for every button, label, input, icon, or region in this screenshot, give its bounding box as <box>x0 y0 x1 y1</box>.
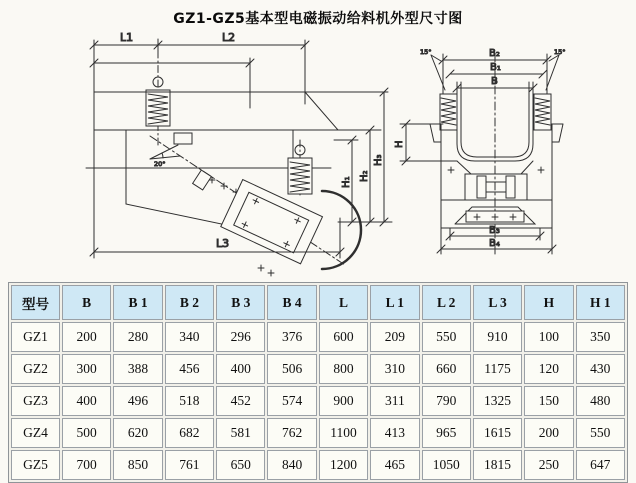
label-angle-left: 15° <box>420 48 432 56</box>
angle-callout-right <box>546 48 566 90</box>
cell: 1325 <box>473 386 522 416</box>
cell: 840 <box>267 450 316 480</box>
cell: 400 <box>62 386 111 416</box>
angle-callout <box>150 145 180 168</box>
cell: 209 <box>370 322 419 352</box>
cell: 465 <box>370 450 419 480</box>
cell-model: GZ5 <box>11 450 60 480</box>
header-b2: B 2 <box>165 285 214 320</box>
cell: 600 <box>319 322 368 352</box>
cell: 550 <box>576 418 625 448</box>
header-h1: H 1 <box>576 285 625 320</box>
cell: 376 <box>267 322 316 352</box>
cell: 310 <box>370 354 419 384</box>
cell-model: GZ2 <box>11 354 60 384</box>
table-row-gz3 <box>11 386 625 416</box>
cell: 200 <box>524 418 573 448</box>
dimension-b3-b4 <box>437 225 556 253</box>
cell-model: GZ3 <box>11 386 60 416</box>
cell: 280 <box>113 322 162 352</box>
spring-left <box>440 94 457 130</box>
table-row-gz5 <box>11 450 625 480</box>
cell: 100 <box>524 322 573 352</box>
label-b4: B₄ <box>489 238 500 249</box>
cell: 311 <box>370 386 419 416</box>
cell: 518 <box>165 386 214 416</box>
cell: 120 <box>524 354 573 384</box>
table-row-gz1 <box>11 322 625 352</box>
header-h: H <box>524 285 573 320</box>
spec-table <box>8 282 628 483</box>
cell: 1615 <box>473 418 522 448</box>
cell: 506 <box>267 354 316 384</box>
dimension-h1-h2-h3 <box>334 88 392 226</box>
label-h2: H₂ <box>359 170 370 182</box>
cell: 388 <box>113 354 162 384</box>
cell: 150 <box>524 386 573 416</box>
cell: 480 <box>576 386 625 416</box>
cell: 581 <box>216 418 265 448</box>
cell: 1815 <box>473 450 522 480</box>
header-b4: B 4 <box>267 285 316 320</box>
label-b3: B₃ <box>489 225 500 236</box>
label-l2: L2 <box>222 31 236 44</box>
cell: 647 <box>576 450 625 480</box>
header-l1: L 1 <box>370 285 419 320</box>
cell: 574 <box>267 386 316 416</box>
label-h3: H₃ <box>373 154 384 166</box>
hanger-spring-front <box>146 51 170 148</box>
label-l1: L1 <box>120 31 134 44</box>
label-angle-right: 15° <box>554 48 566 56</box>
table-row-gz2 <box>11 354 625 384</box>
header-l3: L 3 <box>473 285 522 320</box>
cell: 452 <box>216 386 265 416</box>
cell: 850 <box>113 450 162 480</box>
cell: 550 <box>422 322 471 352</box>
header-b: B <box>62 285 111 320</box>
cell: 700 <box>62 450 111 480</box>
cell: 296 <box>216 322 265 352</box>
cell: 761 <box>165 450 214 480</box>
header-l: L <box>319 285 368 320</box>
cell: 1050 <box>422 450 471 480</box>
cell: 400 <box>216 354 265 384</box>
label-h1: H₁ <box>341 176 352 188</box>
magnet-guard <box>322 191 361 269</box>
cell: 965 <box>422 418 471 448</box>
dimension-diagram <box>0 28 636 280</box>
cell: 1175 <box>473 354 522 384</box>
cell: 350 <box>576 322 625 352</box>
cell: 900 <box>319 386 368 416</box>
table-header-row <box>11 285 625 320</box>
cell-model: GZ1 <box>11 322 60 352</box>
name-plate <box>174 133 192 144</box>
cell: 456 <box>165 354 214 384</box>
cell-model: GZ4 <box>11 418 60 448</box>
label-l3: L3 <box>216 237 230 250</box>
cell: 250 <box>524 450 573 480</box>
table-row-gz4 <box>11 418 625 448</box>
cell: 660 <box>422 354 471 384</box>
page-title: GZ1-GZ5基本型电磁振动给料机外型尺寸图 <box>173 11 463 27</box>
label-b: B <box>491 76 498 87</box>
cell: 430 <box>576 354 625 384</box>
cell: 1200 <box>319 450 368 480</box>
label-b1: B₁ <box>490 62 501 73</box>
cell: 496 <box>113 386 162 416</box>
header-b3: B 3 <box>216 285 265 320</box>
cell: 340 <box>165 322 214 352</box>
cell: 800 <box>319 354 368 384</box>
cell: 1100 <box>319 418 368 448</box>
side-view <box>86 31 392 276</box>
label-angle: 20° <box>154 160 166 168</box>
cell: 413 <box>370 418 419 448</box>
label-b2: B₂ <box>489 48 500 59</box>
hanger-spring-rear <box>288 140 312 196</box>
spring-right <box>534 94 551 130</box>
end-view <box>394 48 566 256</box>
cell: 500 <box>62 418 111 448</box>
header-model: 型号 <box>11 285 60 320</box>
cell: 300 <box>62 354 111 384</box>
cell: 910 <box>473 322 522 352</box>
cell: 620 <box>113 418 162 448</box>
label-h: H <box>394 140 405 148</box>
cell: 682 <box>165 418 214 448</box>
cell: 650 <box>216 450 265 480</box>
angle-callout-left <box>420 48 445 90</box>
header-b1: B 1 <box>113 285 162 320</box>
cell: 790 <box>422 386 471 416</box>
header-l2: L 2 <box>422 285 471 320</box>
cell: 200 <box>62 322 111 352</box>
cell: 762 <box>267 418 316 448</box>
